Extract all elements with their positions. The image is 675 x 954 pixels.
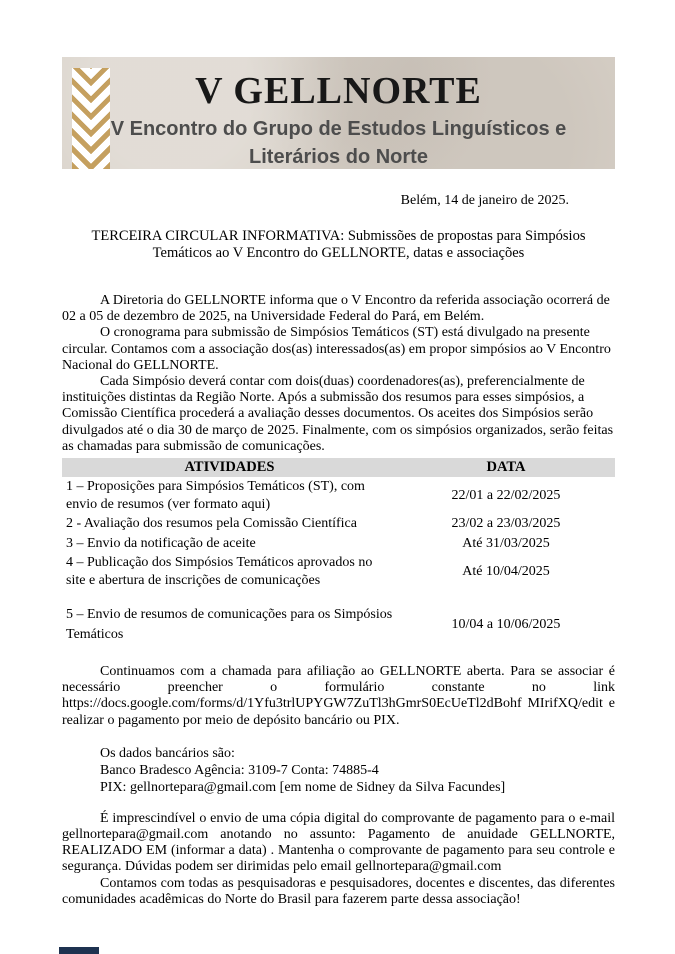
page-bottom-edge: [59, 947, 99, 954]
table-header-row: [62, 458, 615, 477]
date-cell: 10/04 a 10/06/2025: [451, 617, 561, 633]
table-row: [62, 603, 615, 646]
paragraph-encerramento: Contamos com todas as pesquisadoras e pesquisadores, docentes e discentes, das diferentes comunidades acadêmicas do Norte do Brasil para fazerem parte dessa associação!: [62, 875, 615, 907]
column-header-data: DATA: [397, 458, 615, 477]
document-page: [62, 0, 615, 908]
circular-heading: TERCEIRA CIRCULAR INFORMATIVA: Submissões de propostas para Simpósios Temáticos ao V Encontro do GELLNORTE, datas e associações: [91, 228, 586, 261]
paragraph-simposio: Cada Simpósio deverá contar com dois(duas) coordenadores(as), preferencialmente de instituições distintas da Região Norte. Após a submissão dos resumos para esses simpósios, a Comissão Científica procederá a avaliação desses documentos. Os aceites dos Simpósios serão divulgados até o dia 30 de março de 2025. Finalmente, com os simpósios organizados, serão feitas as chamadas para submissão de comunicações.: [62, 374, 614, 454]
bank-agency-line: Banco Bradesco Agência: 3109-7 Conta: 74885-4: [100, 762, 379, 778]
paragraph-comprovante: É imprescindível o envio de uma cópia digital do comprovante de pagamento para o e-mail gellnortepara@gmail.com anotando no assunto: Pagamento de anuidade GELLNORTE, REALIZADO EM (informar a data) . Mantenha o comprovante de pagamento para seu controle e segurança. Dúvidas podem ser dirimidas pelo email gellnortepara@gmail.com: [62, 810, 615, 875]
bank-pix-line: PIX: gellnortepara@gmail.com [em nome de Sidney da Silva Facundes]: [100, 779, 506, 795]
body-text: [62, 293, 615, 455]
event-title: V GELLNORTE: [195, 70, 482, 112]
activity-cell: 4 – Publicação dos Simpósios Temáticos aprovados no site e abertura de inscrições de comunicações: [66, 555, 373, 588]
activity-cell: 3 – Envio da notificação de aceite: [66, 535, 256, 551]
paragraph-diretoria: A Diretoria do GELLNORTE informa que o V Encontro da referida associação ocorrerá de 02 a 05 de dezembro de 2025, na Universidade Federal do Pará, em Belém.: [62, 293, 610, 325]
date-cell: Até 31/03/2025: [462, 535, 550, 551]
herringbone-pattern-icon: [72, 68, 110, 169]
paragraph-afiliacao: Continuamos com a chamada para afiliação ao GELLNORTE aberta. Para se associar é necessário preencher o formulário constante no link https://docs.google.com/forms/d/1Yfu3trlUPYGW7ZuTl3hGmrS0EcUeTl2dBohf MIrifXQ/edit e realizar o pagamento por meio de depósito bancário ou PIX.: [62, 664, 615, 728]
bank-details: [62, 745, 615, 796]
activity-cell: 5 – Envio de resumos de comunicações para os Simpósios Temáticos: [66, 607, 393, 643]
bank-intro: Os dados bancários são:: [100, 745, 235, 761]
date-cell: 23/02 a 23/03/2025: [451, 516, 561, 532]
event-banner: [62, 57, 615, 169]
activity-cell: 2 - Avaliação dos resumos pela Comissão Científica: [66, 516, 357, 532]
date-cell: Até 10/04/2025: [462, 563, 550, 579]
table-row: [62, 534, 615, 554]
date-line: Belém, 14 de janeiro de 2025.: [400, 193, 569, 208]
table-row: [62, 514, 615, 534]
event-subtitle: V Encontro do Grupo de Estudos Linguísticos e Literários do Norte: [110, 118, 567, 168]
date-cell: 22/01 a 22/02/2025: [451, 487, 561, 503]
table-row: [62, 477, 615, 514]
table-row: [62, 553, 615, 590]
activity-cell: 1 – Proposições para Simpósios Temáticos (ST), com envio de resumos (ver formato aqui): [66, 479, 365, 512]
column-header-atividades: ATIVIDADES: [62, 458, 397, 477]
schedule-table: [62, 458, 615, 646]
table-spacer-row: [62, 590, 615, 603]
paragraph-cronograma: O cronograma para submissão de Simpósios Temáticos (ST) está divulgado na presente circular. Contamos com a associação dos(as) interessados(as) em propor simpósios ao V Encontro Nacional do GELLNORTE.: [62, 325, 611, 373]
